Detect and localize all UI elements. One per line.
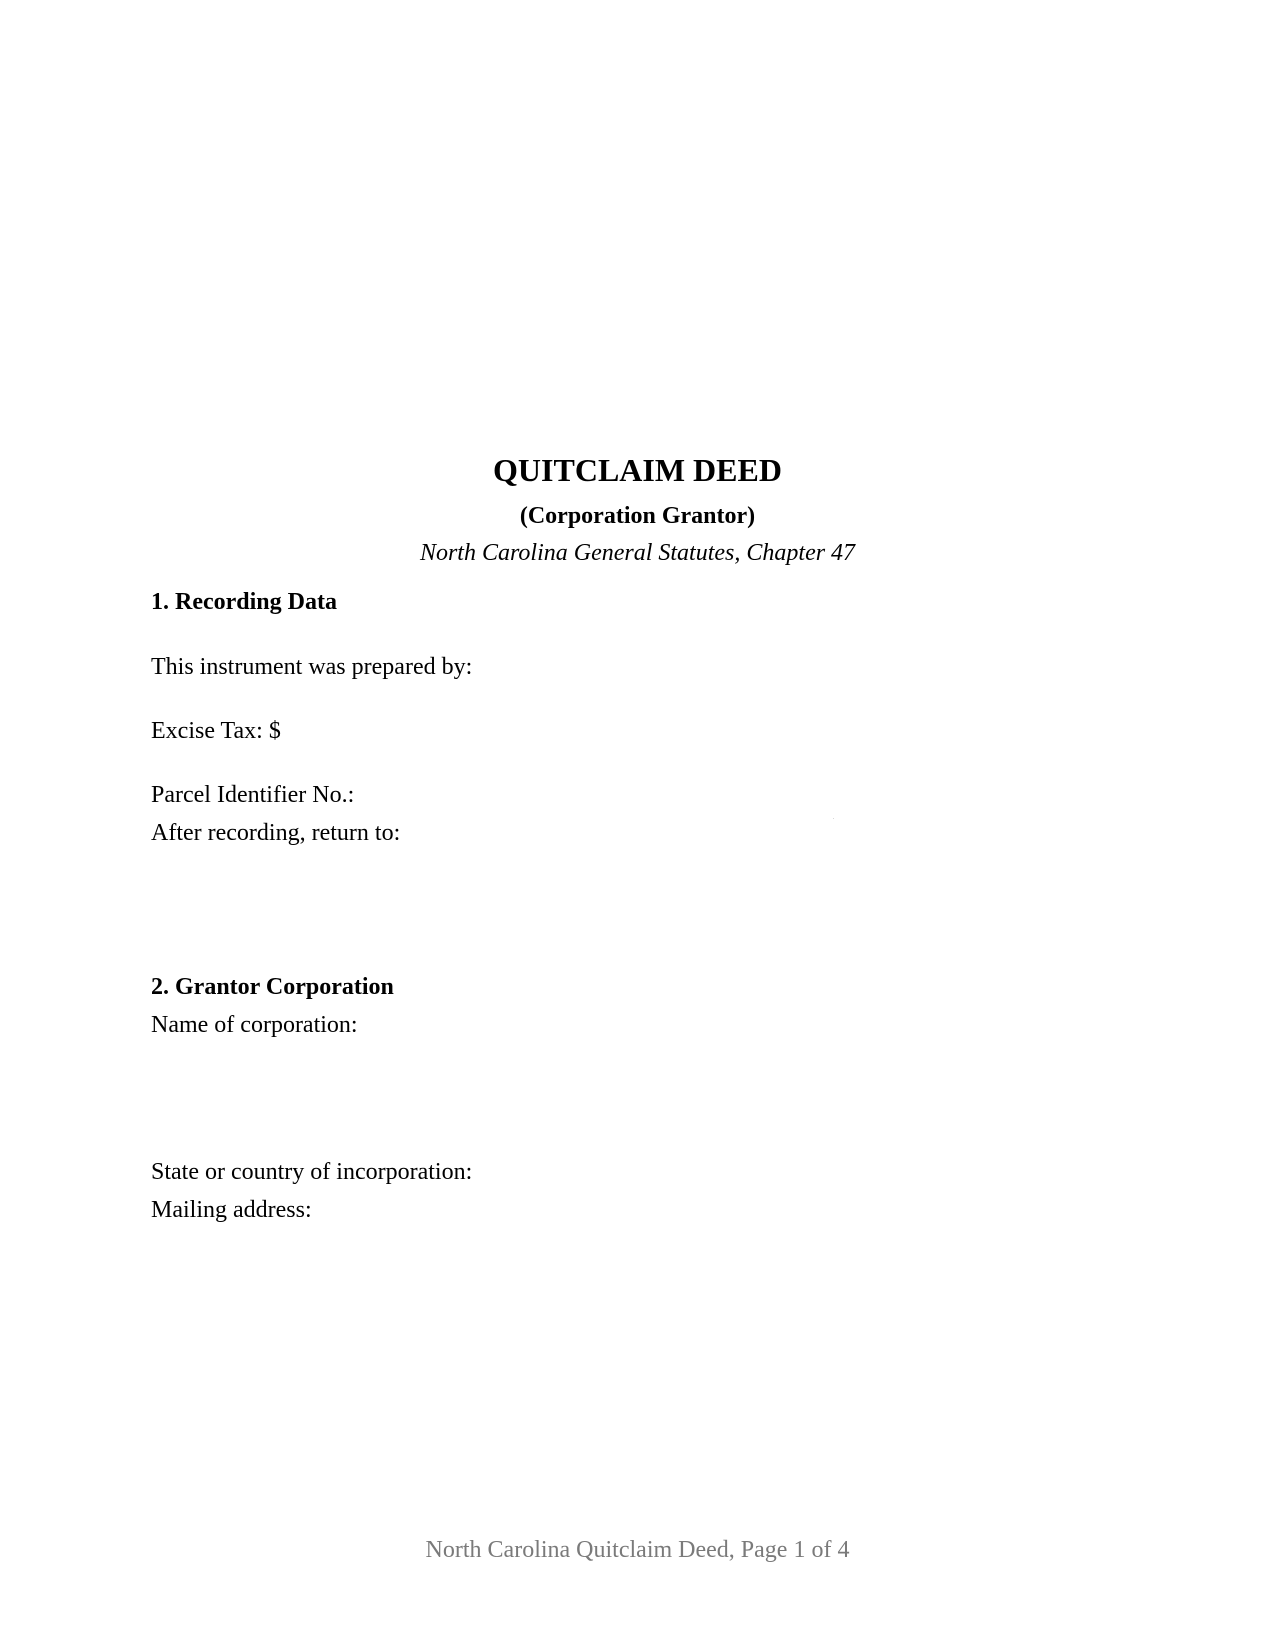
parcel-identifier-label: Parcel Identifier No.: <box>151 782 355 808</box>
section-heading-recording-data: 1. Recording Data <box>151 589 337 615</box>
excise-tax-label: Excise Tax: $ <box>151 718 281 744</box>
prepared-by-label: This instrument was prepared by: <box>151 654 473 680</box>
page-footer: North Carolina Quitclaim Deed, Page 1 of 4 <box>425 1537 850 1563</box>
scan-speck <box>833 818 834 819</box>
incorporation-state-label: State or country of incorporation: <box>151 1159 473 1185</box>
statute-reference: North Carolina General Statutes, Chapter 47 <box>419 540 856 566</box>
return-to-label: After recording, return to: <box>151 820 401 846</box>
document-title: QUITCLAIM DEED <box>493 452 782 488</box>
document-subtitle: (Corporation Grantor) <box>519 503 756 529</box>
section-heading-grantor-corporation: 2. Grantor Corporation <box>151 974 394 1000</box>
mailing-address-label: Mailing address: <box>151 1197 312 1223</box>
corporation-name-label: Name of corporation: <box>151 1012 358 1038</box>
